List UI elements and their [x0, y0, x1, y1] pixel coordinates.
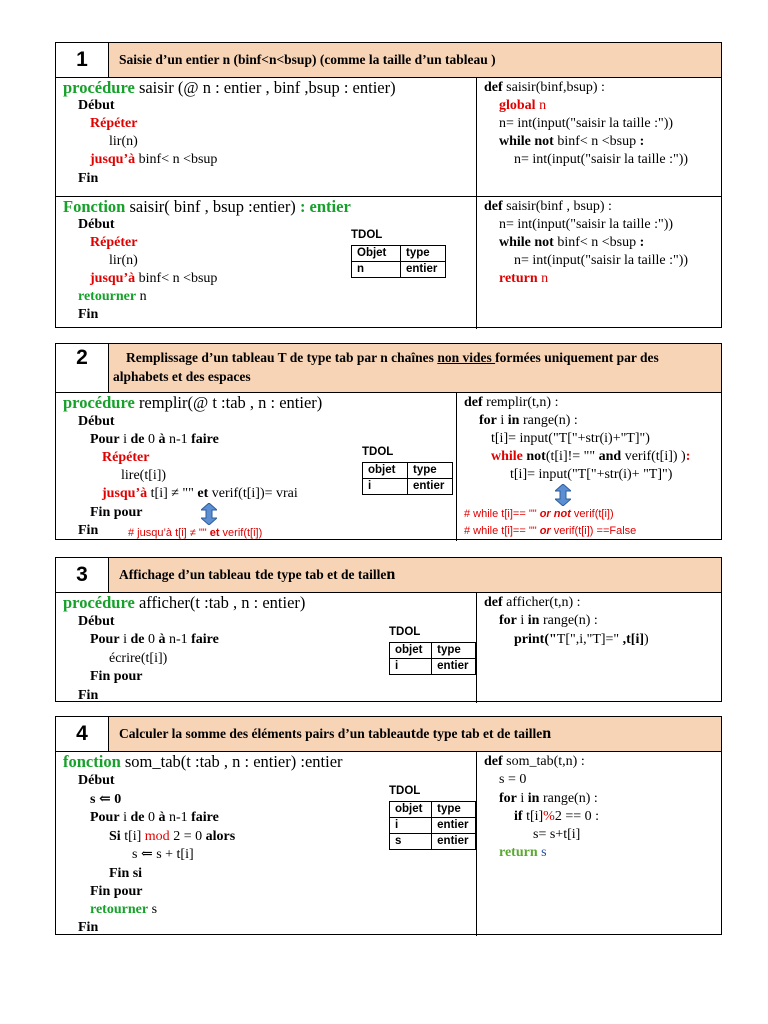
python-cell: def afficher(t,n) : for i in range(n) : print("T[",i,"T]=" ,t[i]) [484, 595, 649, 647]
section-1 [55, 42, 722, 328]
tdol-label: TDOL [351, 229, 383, 241]
section-number: 2 [56, 344, 109, 392]
tdol-label: TDOL [362, 446, 394, 458]
left-arrow-icon: ⇐ [98, 792, 111, 807]
tdol-table: objet type i entier [389, 642, 476, 675]
section-3 [55, 557, 722, 702]
section-number: 3 [56, 558, 109, 592]
section-2 [55, 343, 722, 540]
section-4 [55, 716, 722, 935]
tdol-table: objet type i entier s entier [389, 801, 476, 850]
section-number: 1 [56, 43, 109, 77]
section-title: Remplissage d’un tableau T de type tab par n chaînes non vides formées uniquement par des alphabets et des espaces [109, 344, 721, 392]
python-cell: def remplir(t,n) : for i in range(n) : t[i]= input("T["+str(i)+"T]") while not(t[i]!= "" and verif(t[i]) ): t[i]= input("T["+str(i)+ "T]") # while t[i]== "" or not verif(t[i]) # while t[i]== "" or verif(t[i]) ==False [464, 395, 691, 537]
tdol-label: TDOL [389, 785, 421, 797]
algo-cell: Fonction saisir( binf , bsup :entier) : entier Début Répéter lir(n) jusqu’à binf< n <bsup retourner n Fin TDOL Objet type n entier [56, 197, 477, 329]
double-arrow-icon [201, 503, 217, 525]
algo-cell: procédure saisir (@ n : entier , binf ,bsup : entier) Début Répéter lir(n) jusqu’à binf< n <bsup Fin [56, 78, 477, 196]
tdol-label: TDOL [389, 626, 421, 638]
tdol-table: objet type i entier [362, 462, 453, 495]
section-title: Saisie d’un entier n (binf<n<bsup) (comme la taille d’un tableau ) [109, 43, 721, 77]
python-cell: def som_tab(t,n) : s = 0 for i in range(n) : if t[i]%2 == 0 : s= s+t[i] return s [484, 754, 600, 860]
section-title: Calculer la somme des éléments pairs d’un tableau t de type tab et de taille n [109, 717, 721, 751]
python-cell: def saisir(binf , bsup) : n= int(input("saisir la taille :")) while not binf< n <bsup : n= int(input("saisir la taille :")) return n [484, 199, 689, 286]
tdol-table: Objet type n entier [351, 245, 446, 278]
algo-cell: fonction som_tab(t :tab , n : entier) :entier Début s ⇐ 0 Pour i de 0 à n-1 faire Si t[i] mod 2 = 0 alors s ⇐ s + t[i] Fin si Fin pour retourner s Fin TDOL objet type i entier s entier [56, 752, 477, 936]
section-title: Affichage d’un tableau t de type tab et de taille n [109, 558, 721, 592]
section-number: 4 [56, 717, 109, 751]
left-arrow-icon: ⇐ [140, 847, 153, 862]
double-arrow-icon [555, 484, 571, 506]
algo-cell: procédure remplir(@ t :tab , n : entier) Début Pour i de 0 à n-1 faire Répéter lire(t[i]) jusqu’à t[i] ≠ "" et verif(t[i])= vrai Fin pour Fin # jusqu’à t[i] ≠ "" et verif(t[i]) TDOL objet type i entier [56, 393, 457, 541]
python-cell: def saisir(binf,bsup) : global n n= int(input("saisir la taille :")) while not binf< n <bsup : n= int(input("saisir la taille :")) [484, 80, 689, 167]
algo-cell: procédure afficher(t :tab , n : entier) Début Pour i de 0 à n-1 faire écrire(t[i]) Fin pour Fin TDOL objet type i entier [56, 593, 477, 703]
